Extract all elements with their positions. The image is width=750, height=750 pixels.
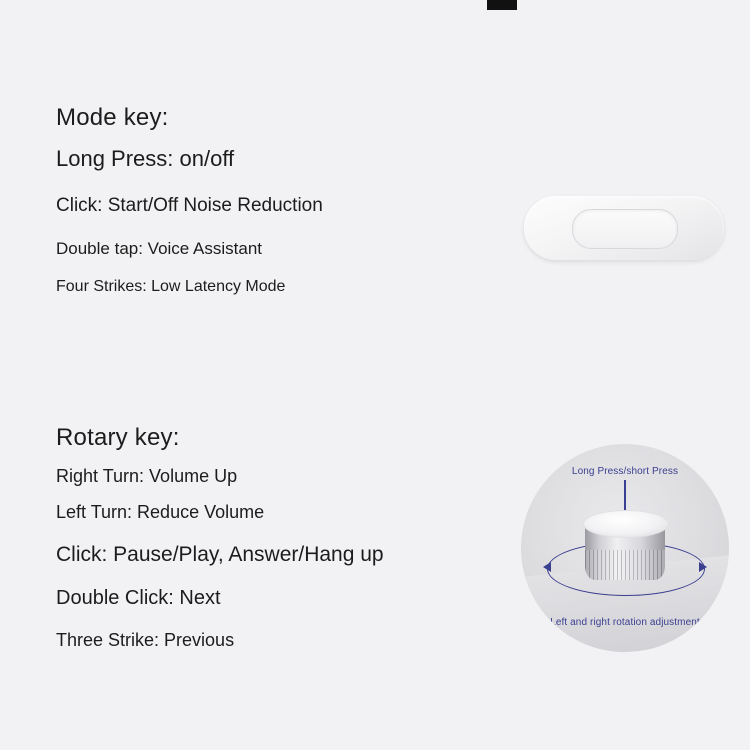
- rotary-key-line-left-turn: Left Turn: Reduce Volume: [56, 502, 265, 523]
- rotary-key-line-double-click: Double Click: Next: [56, 587, 221, 610]
- rotate-left-arrow-icon: [543, 562, 551, 572]
- rotate-right-arrow-icon: [699, 562, 707, 572]
- mode-key-title: Mode key:: [56, 104, 169, 131]
- knob-top-cap: [583, 510, 669, 538]
- mode-button-key: [572, 209, 678, 249]
- mode-key-line-double-tap: Double tap: Voice Assistant: [56, 239, 263, 259]
- knob-press-label: Long Press/short Press: [571, 466, 679, 477]
- mode-key-section: [56, 104, 496, 311]
- mode-key-line-four-strikes: Four Strikes: Low Latency Mode: [56, 278, 286, 296]
- down-arrow-icon: [624, 480, 626, 514]
- rotary-key-section: [56, 424, 516, 666]
- mode-button-illustration: [524, 196, 724, 260]
- rotary-knob-illustration: [521, 444, 729, 652]
- mode-key-line-click: Click: Start/Off Noise Reduction: [56, 195, 323, 217]
- knob-rotation-label: Left and right rotation adjustment: [550, 617, 700, 628]
- rotary-key-line-click: Click: Pause/Play, Answer/Hang up: [56, 542, 384, 566]
- rotary-key-line-three-strike: Three Strike: Previous: [56, 630, 235, 651]
- mode-key-line-long-press: Long Press: on/off: [56, 145, 235, 171]
- rotary-key-line-right-turn: Right Turn: Volume Up: [56, 465, 238, 486]
- rotary-key-title: Rotary key:: [56, 424, 180, 451]
- knob-ridges: [585, 550, 665, 580]
- top-black-mark: [487, 0, 517, 10]
